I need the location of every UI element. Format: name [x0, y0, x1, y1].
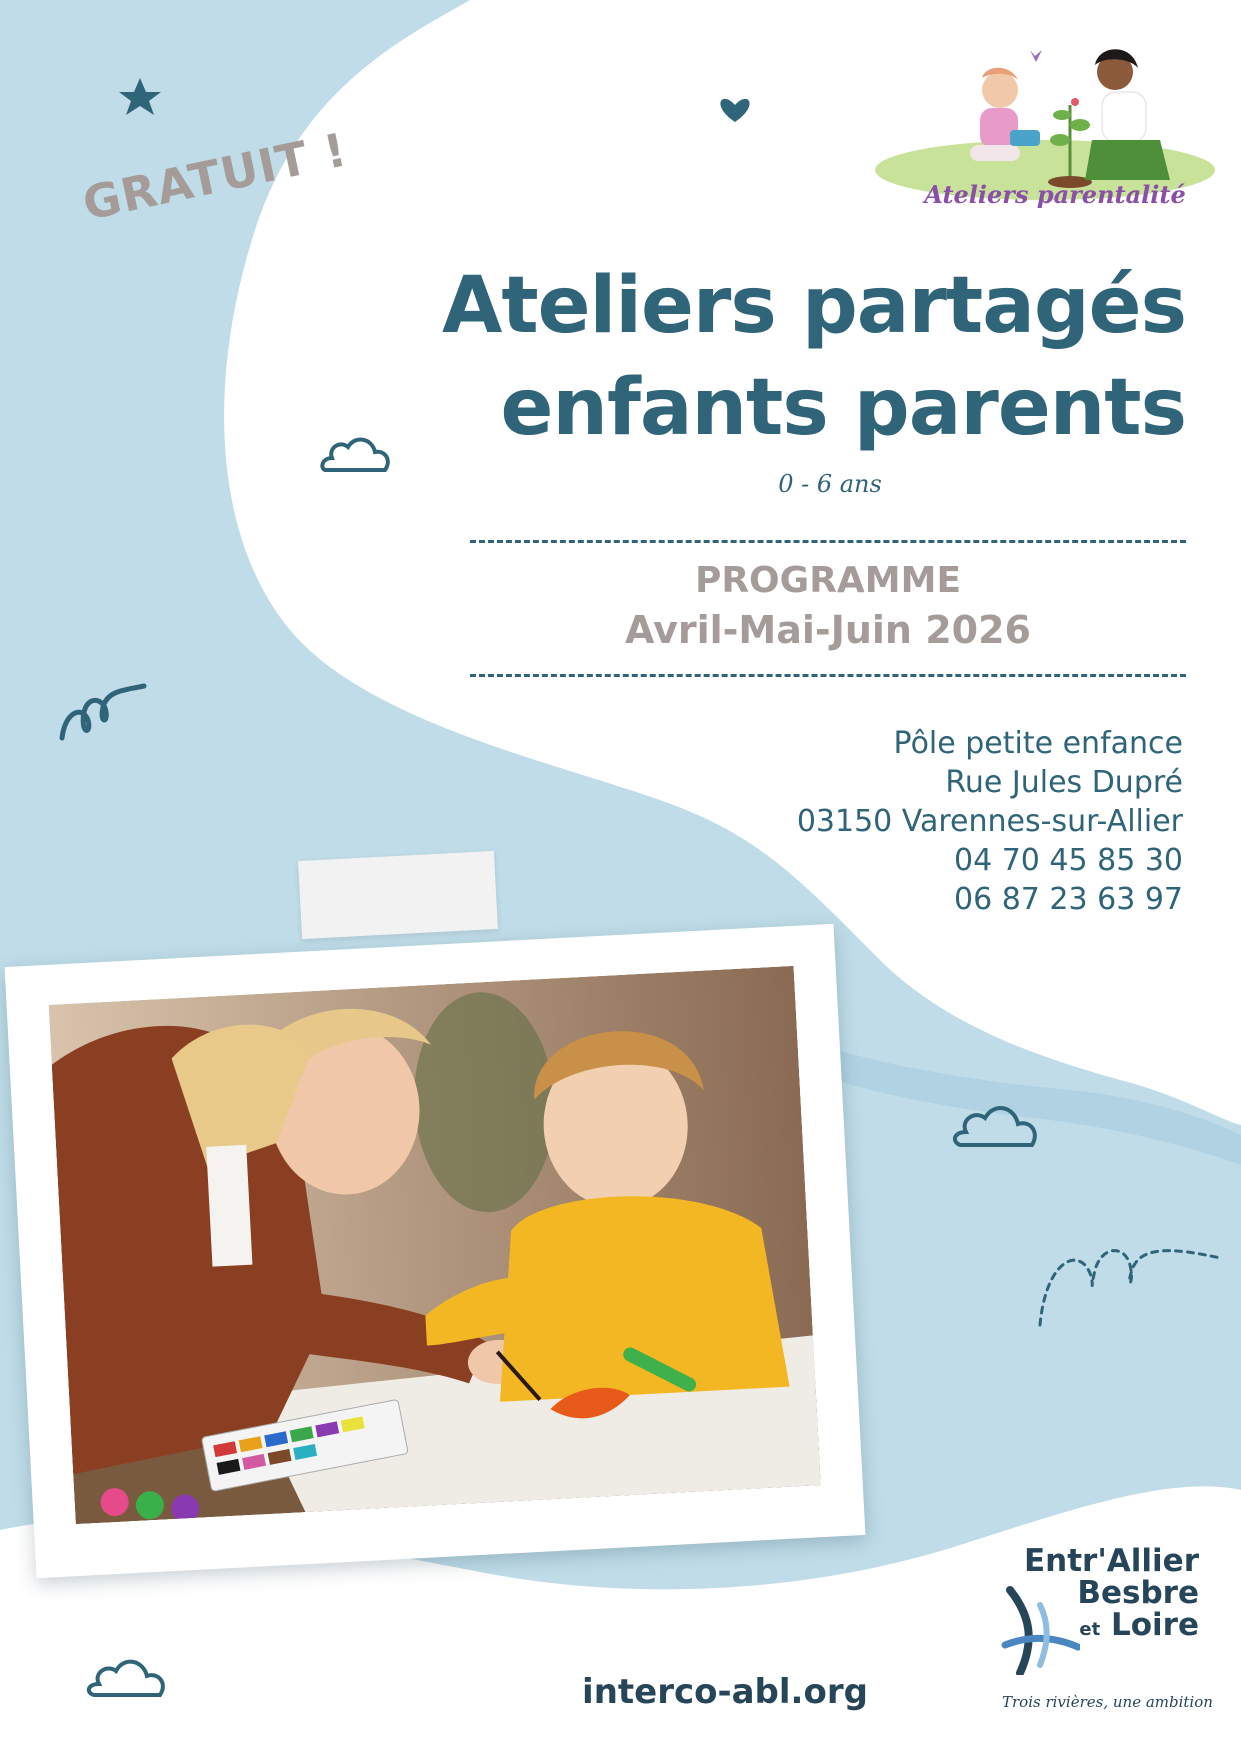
heart-icon — [1071, 98, 1079, 106]
address-block — [797, 724, 1183, 919]
title-line-1: Ateliers partagés — [442, 261, 1186, 351]
brand-line-2: Besbre — [1077, 1575, 1199, 1611]
divider-top — [470, 540, 1186, 543]
mother-child-painting-photo — [49, 966, 821, 1524]
brand-name — [1024, 1545, 1199, 1646]
child-icon — [982, 72, 1018, 108]
brand-line-3: Loire — [1111, 1607, 1199, 1643]
swirl-icon — [62, 686, 144, 738]
watering-can-icon — [1010, 130, 1040, 146]
age-range: 0 - 6 ans — [778, 470, 882, 498]
photo-frame — [5, 924, 866, 1579]
programme-heading: PROGRAMME — [694, 560, 962, 601]
phone-1: 04 70 45 85 30 — [953, 843, 1183, 878]
title-line-2: enfants parents — [500, 363, 1186, 453]
phone-2: 06 87 23 63 97 — [953, 882, 1183, 917]
tape-strip — [298, 851, 498, 939]
butterfly-icon — [1030, 50, 1042, 62]
address-city: 03150 Varennes-sur-Allier — [796, 804, 1183, 839]
logo-label: Ateliers parentalité — [924, 180, 1186, 209]
programme-period: Avril-Mai-Juin 2026 — [625, 608, 1031, 652]
website-link[interactable]: interco-abl.org — [582, 1672, 868, 1712]
brand-line-3-small: et — [1079, 1619, 1101, 1640]
page-title — [442, 255, 1186, 459]
free-badge: GRATUIT ! — [78, 122, 352, 231]
address-street: Rue Jules Dupré — [945, 765, 1183, 800]
divider-bottom — [470, 674, 1186, 677]
star-icon — [119, 78, 161, 115]
address-name: Pôle petite enfance — [893, 726, 1183, 761]
brand-slogan: Trois rivières, une ambition — [1002, 1693, 1213, 1711]
swirl-icon — [1040, 1251, 1220, 1325]
brand-line-1: Entr'Allier — [1023, 1543, 1199, 1579]
